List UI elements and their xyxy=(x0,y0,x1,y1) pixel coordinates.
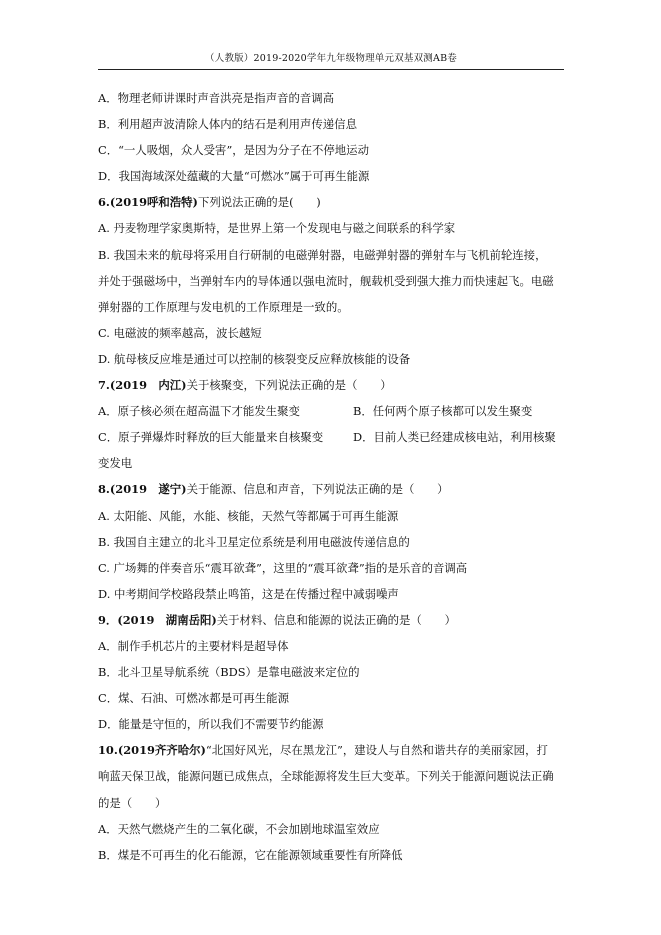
q10-source: (2019齐齐哈尔) xyxy=(117,743,206,758)
q7-options-cd xyxy=(98,424,564,450)
q8-option-a: A. 太阳能、风能，水能、核能，天然气等都属于可再生能源 xyxy=(98,508,399,523)
q8-option-b: B. 我国自主建立的北斗卫星定位系统是利用电磁波传递信息的 xyxy=(98,534,410,549)
q6-stem xyxy=(98,189,564,215)
q5-option-a: A．物理老师讲课时声音洪亮是指声音的音调高 xyxy=(98,91,335,105)
q6-source: (2019呼和浩特) xyxy=(109,195,198,210)
q7-options-ab xyxy=(98,398,564,424)
q6-option-b-line1: B. 我国未来的航母将采用自行研制的电磁弹射器，电磁弹射器的弹射车与飞机前轮连接， xyxy=(98,247,547,262)
q8-option-c: C. 广场舞的伴奏音乐“震耳欲聋”，这里的“震耳欲聋”指的是乐音的音调高 xyxy=(98,560,468,575)
q6-stem-text: 下列说法正确的是( ) xyxy=(197,195,321,210)
q10-stem-text-line1: “北国好风光，尽在黑龙江”，建设人与自然和谐共存的美丽家园，打 xyxy=(205,743,548,758)
q9-source: (2019 湖南岳阳) xyxy=(117,612,217,627)
q8-stem-text: 关于能源、信息和声音，下列说法正确的是（ ） xyxy=(186,482,449,497)
q10-stem-line2: 响蓝天保卫战，能源问题已成焦点，全球能源将发生巨大变革。下列关于能源问题说法正确 xyxy=(98,769,554,784)
q5-option-c: C．“一人吸烟，众人受害”，是因为分子在不停地运动 xyxy=(98,143,369,158)
q5-option-d: D．我国海域深处蕴藏的大量“可燃冰”属于可再生能源 xyxy=(98,169,370,184)
q7-stem xyxy=(98,372,564,398)
q8-source: (2019 遂宁) xyxy=(109,482,187,497)
q9-option-c: C．煤、石油、可燃冰都是可再生能源 xyxy=(98,691,289,706)
q7-option-a: A．原子核必须在超高温下才能发生聚变 xyxy=(98,404,300,419)
q6-option-b-line3: 弹射器的工作原理与发电机的工作原理是一致的。 xyxy=(98,299,349,314)
q8-option-d: D. 中考期间学校路段禁止鸣笛，这是在传播过程中减弱噪声 xyxy=(98,586,399,601)
q9-stem-text: 关于材料、信息和能源的说法正确的是（ ） xyxy=(216,612,456,627)
q9-option-d: D．能量是守恒的，所以我们不需要节约能源 xyxy=(98,717,324,732)
q9-option-a: A．制作手机芯片的主要材料是超导体 xyxy=(98,638,289,653)
q6-option-b-line2: 并处于强磁场中，当弹射车内的导体通以强电流时，舰载机受到强大推力而快速起飞。电磁 xyxy=(98,273,554,288)
q7-source: (2019 内江) xyxy=(109,378,187,393)
question-list xyxy=(98,85,564,868)
q8-stem xyxy=(98,476,564,502)
q5-option-b: B．利用超声波清除人体内的结石是利用声传递信息 xyxy=(98,117,357,132)
q7-option-b: B．任何两个原子核都可以发生聚变 xyxy=(353,404,533,419)
q9-number: 9． xyxy=(98,612,118,627)
q7-option-c: C．原子弹爆炸时释放的巨大能量来自核聚变 xyxy=(98,430,324,445)
q10-stem xyxy=(98,737,564,763)
q10-number: 10. xyxy=(98,743,118,758)
q6-option-c: C. 电磁波的频率越高，波长越短 xyxy=(98,325,262,340)
q10-option-b: B．煤是不可再生的化石能源，它在能源领域重要性有所降低 xyxy=(98,847,403,862)
q8-number: 8. xyxy=(98,482,110,497)
q6-number: 6. xyxy=(98,195,110,210)
q9-stem xyxy=(98,607,564,633)
q7-stem-text: 关于核聚变，下列说法正确的是（ ） xyxy=(186,378,392,393)
q7-number: 7. xyxy=(98,378,110,393)
q10-stem-line3: 的是（ ） xyxy=(98,795,167,810)
q7-option-d-cont: 变发电 xyxy=(98,456,133,471)
q7-option-d: D．目前人类已经建成核电站，利用核聚 xyxy=(353,430,556,445)
q6-option-a: A. 丹麦物理学家奥斯特，是世界上第一个发现电与磁之间联系的科学家 xyxy=(98,221,456,236)
q6-option-d: D. 航母核反应堆是通过可以控制的核裂变反应释放核能的设备 xyxy=(98,351,411,366)
q10-option-a: A．天然气燃烧产生的二氧化碳，不会加剧地球温室效应 xyxy=(98,821,380,836)
page-header: （人教版）2019-2020学年九年级物理单元双基双测AB卷 xyxy=(98,50,564,70)
q9-option-b: B．北斗卫星导航系统（BDS）是靠电磁波来定位的 xyxy=(98,665,360,680)
